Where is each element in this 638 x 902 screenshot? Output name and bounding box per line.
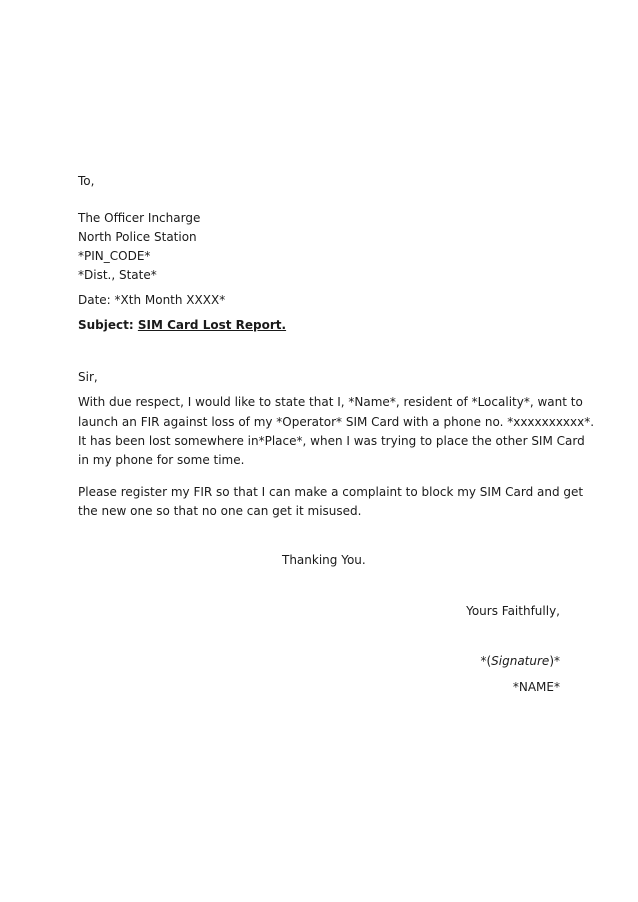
address-line-officer: The Officer Incharge [78,211,201,225]
body-p1-line-2: launch an FIR against loss of my *Operator* SIM Card with a phone no. *xxxxxxxxxx*. [78,415,595,429]
subject-text: SIM Card Lost Report. [137,318,287,332]
body-p2-line-1: Please register my FIR so that I can make a complaint to block my SIM Card and get [78,485,584,499]
address-line-district: *Dist., State* [78,268,157,282]
signature-suffix: )* [549,654,560,668]
greeting: Sir, [78,370,98,384]
salutation-to: To, [78,174,95,188]
thanks-line: Thanking You. [282,553,366,567]
body-p2-line-2: the new one so that no one can get it misused. [78,504,362,518]
subject-line [78,315,286,335]
closing-line: Yours Faithfully, [466,604,560,618]
signature-line [480,651,560,671]
body-p1-line-4: in my phone for some time. [78,453,245,467]
signature-prefix: *( [480,654,492,668]
address-line-station: North Police Station [78,230,197,244]
body-p1-line-3: It has been lost somewhere in*Place*, when I was trying to place the other SIM Card [78,434,585,448]
signature-word: Signature [491,654,550,668]
name-line: *NAME* [512,680,560,694]
body-p1-line-1: With due respect, I would like to state that I, *Name*, resident of *Locality*, want to [78,395,583,409]
letter-date: Date: *Xth Month XXXX* [78,293,226,307]
subject-label: Subject: [78,318,134,332]
address-line-pincode: *PIN_CODE* [78,249,151,263]
